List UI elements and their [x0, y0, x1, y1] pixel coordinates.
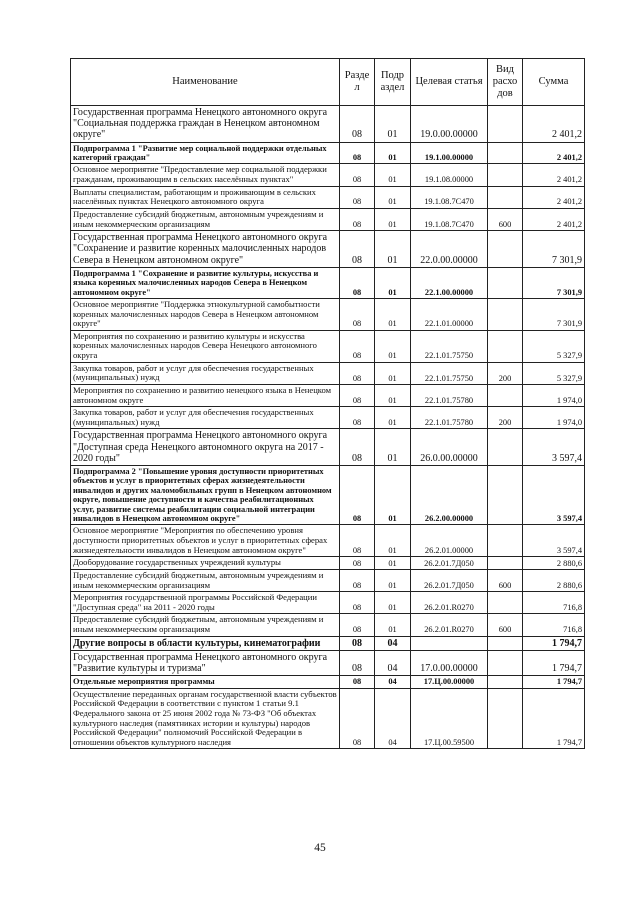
- cell-expense-type: [488, 330, 523, 362]
- cell-section: 08: [340, 429, 375, 466]
- cell-subsection: 01: [375, 465, 411, 524]
- header-section: Разде л: [340, 59, 375, 106]
- header-amount: Сумма: [523, 59, 585, 106]
- cell-expense-type: [488, 557, 523, 570]
- cell-section: 08: [340, 636, 375, 650]
- cell-target: 22.1.01.75780: [411, 384, 488, 406]
- cell-amount: 7 301,9: [523, 267, 585, 298]
- table-row: [71, 429, 585, 466]
- cell-amount: 1 974,0: [523, 407, 585, 429]
- cell-amount: 2 401,2: [523, 106, 585, 143]
- table-row: [71, 465, 585, 524]
- cell-amount: 2 880,6: [523, 557, 585, 570]
- table-row: [71, 407, 585, 429]
- cell-target: 22.1.01.75750: [411, 362, 488, 384]
- cell-section: 08: [340, 231, 375, 268]
- cell-section: 08: [340, 208, 375, 230]
- cell-expense-type: 200: [488, 407, 523, 429]
- cell-section: 08: [340, 676, 375, 688]
- table-row: [71, 106, 585, 143]
- cell-expense-type: [488, 688, 523, 749]
- cell-expense-type: [488, 429, 523, 466]
- cell-section: 08: [340, 688, 375, 749]
- cell-subsection: 01: [375, 569, 411, 591]
- cell-name: Государственная программа Ненецкого автономного округа "Сохранение и развитие коренных малочисленных народов Севера в Ненецком автономном округе": [71, 231, 340, 268]
- table-row: [71, 298, 585, 330]
- cell-section: 08: [340, 650, 375, 675]
- cell-section: 08: [340, 407, 375, 429]
- cell-amount: 7 301,9: [523, 231, 585, 268]
- cell-name: Основное мероприятие "Предоставление мер социальной поддержки гражданам, проживающим в сельских населённых пунктах": [71, 164, 340, 186]
- header-target: Целевая статья: [411, 59, 488, 106]
- cell-amount: 716,8: [523, 592, 585, 614]
- cell-section: 08: [340, 525, 375, 557]
- cell-subsection: 01: [375, 592, 411, 614]
- cell-expense-type: 200: [488, 362, 523, 384]
- cell-subsection: 01: [375, 106, 411, 143]
- cell-amount: 2 401,2: [523, 186, 585, 208]
- cell-amount: 2 880,6: [523, 569, 585, 591]
- table-row: [71, 650, 585, 675]
- cell-name: Подпрограмма 2 "Повышение уровня доступности приоритетных объектов и услуг в приоритетных сферах жизнедеятельности инвалидов и других маломобильных групп в Ненецком автономном округе, повышение доступности и качества реабилитационных услуг, развитие системы реабилитации социальной интеграции инвалидов в Ненецком автономном округе": [71, 465, 340, 524]
- table-row: [71, 231, 585, 268]
- cell-subsection: 01: [375, 362, 411, 384]
- cell-target: 19.1.08.7С470: [411, 186, 488, 208]
- table-row: [71, 142, 585, 164]
- cell-subsection: 01: [375, 384, 411, 406]
- budget-table: [70, 58, 585, 749]
- cell-section: 08: [340, 362, 375, 384]
- cell-name: Основное мероприятие "Мероприятия по обеспечению уровня доступности приоритетных объектов и услуг в приоритетных сферах жизнедеятельности инвалидов в Ненецком автономном округе": [71, 525, 340, 557]
- cell-expense-type: [488, 650, 523, 675]
- cell-section: 08: [340, 465, 375, 524]
- page-number: 45: [314, 842, 326, 854]
- table-row: [71, 614, 585, 636]
- cell-section: 08: [340, 298, 375, 330]
- header-expense-type: Вид расхо дов: [488, 59, 523, 106]
- table-row: [71, 186, 585, 208]
- cell-subsection: 01: [375, 164, 411, 186]
- cell-amount: 1 794,7: [523, 688, 585, 749]
- cell-expense-type: [488, 592, 523, 614]
- cell-subsection: 01: [375, 267, 411, 298]
- cell-amount: 1 794,7: [523, 650, 585, 675]
- cell-subsection: 01: [375, 142, 411, 164]
- cell-name: Дооборудование государственных учреждений культуры: [71, 557, 340, 570]
- table-row: [71, 569, 585, 591]
- cell-expense-type: 600: [488, 614, 523, 636]
- cell-amount: 3 597,4: [523, 525, 585, 557]
- cell-name: Подпрограмма 1 "Сохранение и развитие культуры, искусства и языка коренных малочисленных народов Севера в Ненецком автономном округе": [71, 267, 340, 298]
- cell-expense-type: 600: [488, 569, 523, 591]
- cell-target: 17.0.00.00000: [411, 650, 488, 675]
- cell-expense-type: [488, 298, 523, 330]
- cell-name: Государственная программа Ненецкого автономного округа "Доступная среда Ненецкого автономного округа на 2017 - 2020 годы": [71, 429, 340, 466]
- cell-target: 19.0.00.00000: [411, 106, 488, 143]
- cell-subsection: 01: [375, 407, 411, 429]
- cell-subsection: 01: [375, 614, 411, 636]
- cell-target: 26.2.01.7Д050: [411, 569, 488, 591]
- cell-section: 08: [340, 569, 375, 591]
- table-row: [71, 676, 585, 688]
- cell-section: 08: [340, 142, 375, 164]
- table-row: [71, 208, 585, 230]
- cell-section: 08: [340, 557, 375, 570]
- cell-target: 19.1.08.00000: [411, 164, 488, 186]
- cell-target: 22.1.01.00000: [411, 298, 488, 330]
- cell-subsection: 04: [375, 636, 411, 650]
- cell-target: [411, 636, 488, 650]
- cell-target: 22.1.00.00000: [411, 267, 488, 298]
- table-row: [71, 636, 585, 650]
- cell-amount: 5 327,9: [523, 362, 585, 384]
- cell-subsection: 01: [375, 330, 411, 362]
- cell-subsection: 01: [375, 557, 411, 570]
- cell-name: Мероприятия по сохранению и развитию ненецкого языка в Ненецком автономном округе: [71, 384, 340, 406]
- table-row: [71, 330, 585, 362]
- cell-target: 26.2.01.R0270: [411, 592, 488, 614]
- cell-expense-type: [488, 142, 523, 164]
- cell-expense-type: [488, 106, 523, 143]
- cell-amount: 2 401,2: [523, 142, 585, 164]
- cell-subsection: 01: [375, 231, 411, 268]
- cell-target: 26.0.00.00000: [411, 429, 488, 466]
- table-row: [71, 525, 585, 557]
- cell-target: 19.1.08.7С470: [411, 208, 488, 230]
- cell-name: Подпрограмма 1 "Развитие мер социальной поддержки отдельных категорий граждан": [71, 142, 340, 164]
- table-row: [71, 688, 585, 749]
- cell-amount: 1 974,0: [523, 384, 585, 406]
- cell-expense-type: [488, 636, 523, 650]
- cell-name: Другие вопросы в области культуры, кинематографии: [71, 636, 340, 650]
- table-row: [71, 267, 585, 298]
- cell-target: 26.2.00.00000: [411, 465, 488, 524]
- table-row: [71, 592, 585, 614]
- cell-subsection: 01: [375, 186, 411, 208]
- cell-subsection: 04: [375, 650, 411, 675]
- cell-name: Мероприятия государственной программы Российской Федерации "Доступная среда" на 2011 - 2020 годы: [71, 592, 340, 614]
- header-name: Наименование: [71, 59, 340, 106]
- cell-amount: 3 597,4: [523, 465, 585, 524]
- cell-expense-type: [488, 186, 523, 208]
- cell-name: Государственная программа Ненецкого автономного округа "Развитие культуры и туризма": [71, 650, 340, 675]
- cell-amount: 2 401,2: [523, 208, 585, 230]
- cell-target: 26.2.01.R0270: [411, 614, 488, 636]
- cell-section: 08: [340, 614, 375, 636]
- cell-target: 19.1.00.00000: [411, 142, 488, 164]
- header-subsection: Подр аздел: [375, 59, 411, 106]
- cell-amount: 1 794,7: [523, 636, 585, 650]
- cell-amount: 7 301,9: [523, 298, 585, 330]
- cell-amount: 3 597,4: [523, 429, 585, 466]
- table-row: [71, 384, 585, 406]
- cell-name: Предоставление субсидий бюджетным, автономным учреждениям и иным некоммерческим организациям: [71, 208, 340, 230]
- cell-amount: 5 327,9: [523, 330, 585, 362]
- cell-subsection: 01: [375, 208, 411, 230]
- cell-expense-type: [488, 465, 523, 524]
- table-row: [71, 557, 585, 570]
- table-header-row: [71, 59, 585, 106]
- cell-name: Предоставление субсидий бюджетным, автономным учреждениям и иным некоммерческим организациям: [71, 569, 340, 591]
- cell-name: Основное мероприятие "Поддержка этнокультурной самобытности коренных малочисленных народов Севера в Ненецком автономном округе": [71, 298, 340, 330]
- cell-target: 22.0.00.00000: [411, 231, 488, 268]
- table-row: [71, 362, 585, 384]
- cell-expense-type: [488, 164, 523, 186]
- cell-target: 26.2.01.7Д050: [411, 557, 488, 570]
- cell-subsection: 01: [375, 429, 411, 466]
- cell-target: 22.1.01.75780: [411, 407, 488, 429]
- table-row: [71, 164, 585, 186]
- cell-expense-type: [488, 525, 523, 557]
- cell-section: 08: [340, 384, 375, 406]
- cell-section: 08: [340, 267, 375, 298]
- cell-target: 26.2.01.00000: [411, 525, 488, 557]
- cell-expense-type: [488, 384, 523, 406]
- cell-section: 08: [340, 186, 375, 208]
- cell-amount: 716,8: [523, 614, 585, 636]
- cell-name: Осуществление переданных органам государственной власти субъектов Российской Федерации в соответствии с пунктом 1 статьи 9.1 Федерального закона от 25 июня 2002 года № 73-ФЗ "Об объектах культурного наследия (памятниках истории и культуры) народов Российской Федерации" полномочий Российской Федерации в отношении объектов культурного наследия: [71, 688, 340, 749]
- cell-subsection: 04: [375, 676, 411, 688]
- cell-amount: 1 794,7: [523, 676, 585, 688]
- cell-subsection: 04: [375, 688, 411, 749]
- cell-section: 08: [340, 164, 375, 186]
- cell-subsection: 01: [375, 525, 411, 557]
- cell-amount: 2 401,2: [523, 164, 585, 186]
- cell-expense-type: [488, 676, 523, 688]
- cell-expense-type: 600: [488, 208, 523, 230]
- cell-target: 22.1.01.75750: [411, 330, 488, 362]
- cell-name: Выплаты специалистам, работающим и проживающим в сельских населённых пунктах Ненецкого автономного округа: [71, 186, 340, 208]
- cell-name: Закупка товаров, работ и услуг для обеспечения государственных (муниципальных) нужд: [71, 407, 340, 429]
- cell-name: Предоставление субсидий бюджетным, автономным учреждениям и иным некоммерческим организациям: [71, 614, 340, 636]
- cell-target: 17.Ц.00.59500: [411, 688, 488, 749]
- cell-section: 08: [340, 592, 375, 614]
- table-body: [71, 106, 585, 749]
- cell-name: Отдельные мероприятия программы: [71, 676, 340, 688]
- cell-section: 08: [340, 330, 375, 362]
- cell-expense-type: [488, 267, 523, 298]
- cell-subsection: 01: [375, 298, 411, 330]
- cell-name: Мероприятия по сохранению и развитию культуры и искусства коренных малочисленных народов Севера Ненецкого автономного округа: [71, 330, 340, 362]
- cell-target: 17.Ц.00.00000: [411, 676, 488, 688]
- cell-section: 08: [340, 106, 375, 143]
- cell-expense-type: [488, 231, 523, 268]
- cell-name: Государственная программа Ненецкого автономного округа "Социальная поддержка граждан в Ненецком автономном округе": [71, 106, 340, 143]
- cell-name: Закупка товаров, работ и услуг для обеспечения государственных (муниципальных) нужд: [71, 362, 340, 384]
